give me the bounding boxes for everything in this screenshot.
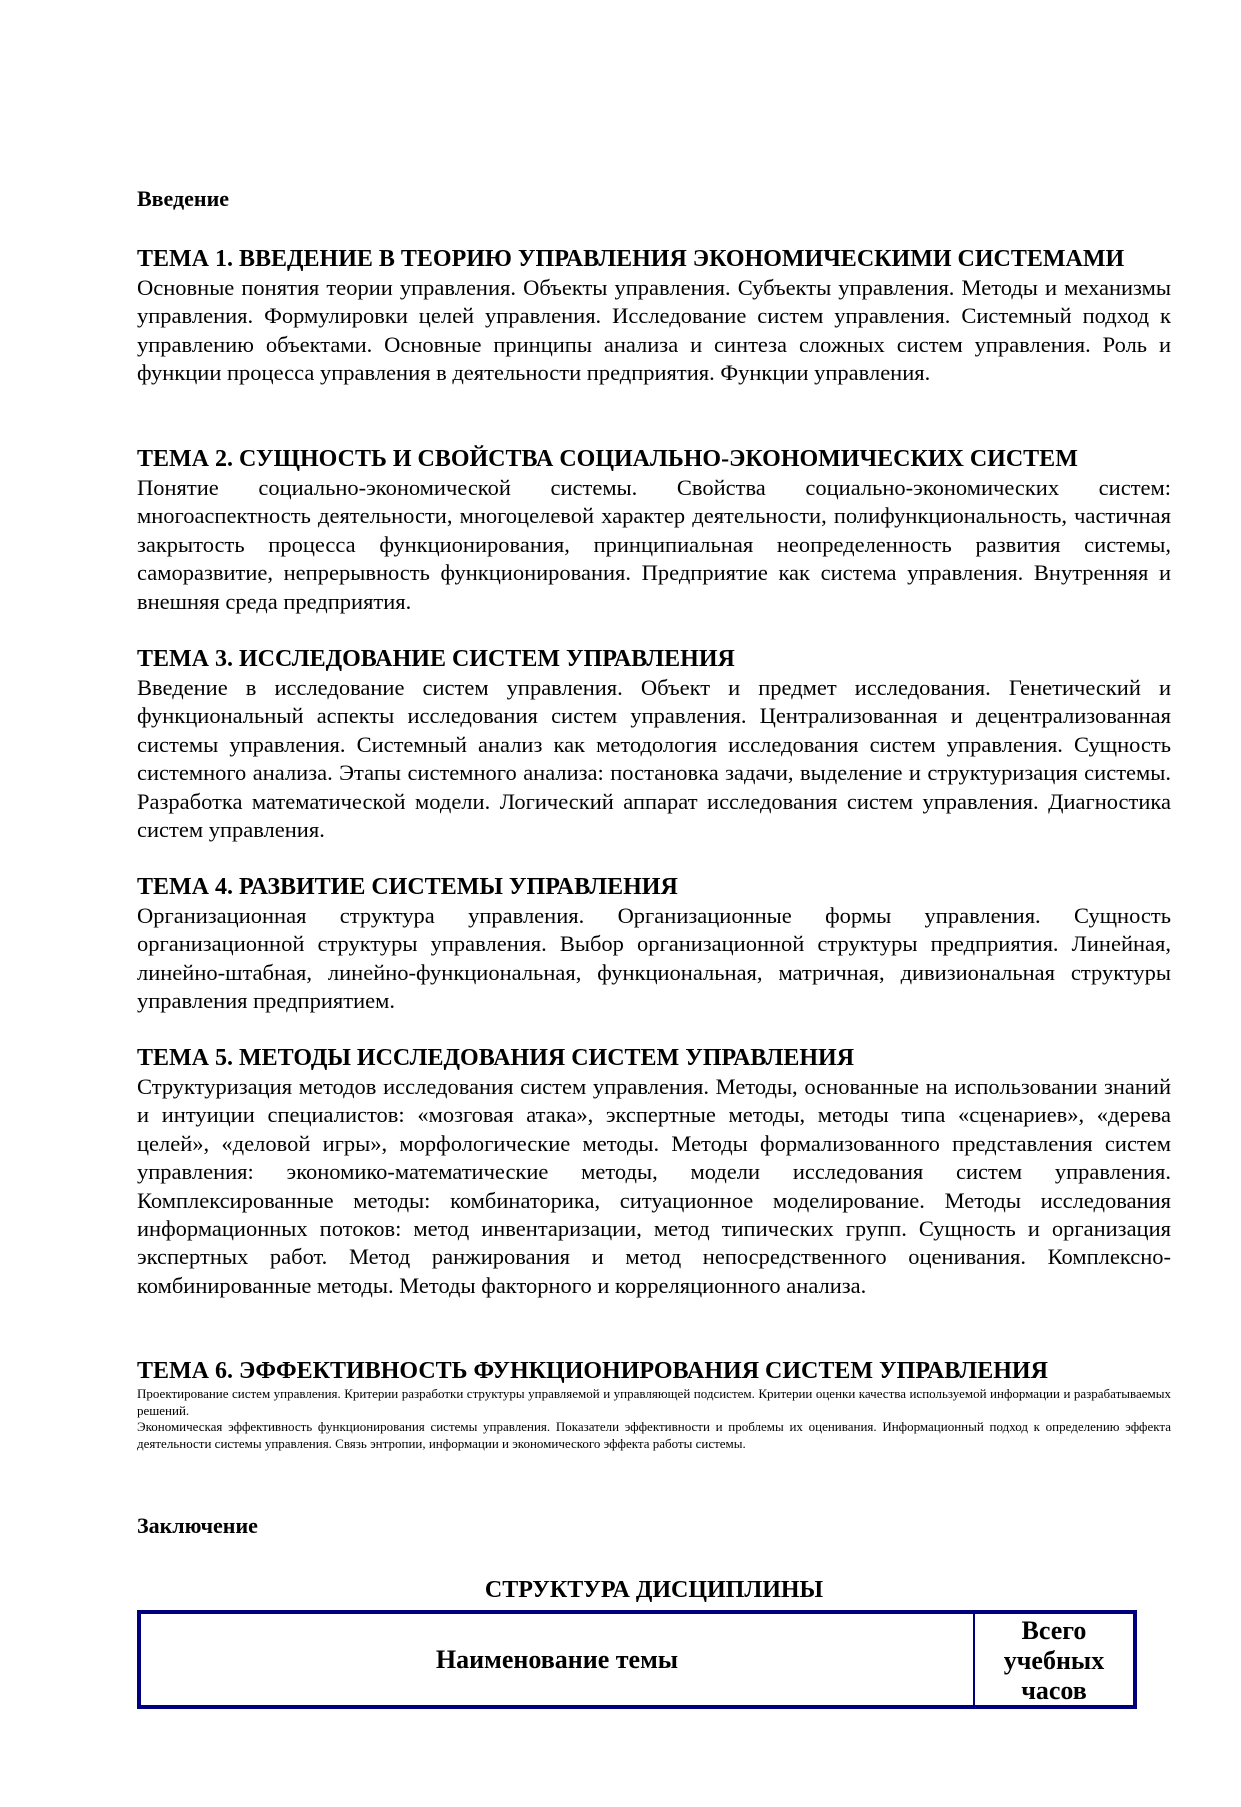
hours-line-1: Всего	[1021, 1615, 1087, 1645]
section-title: ТЕМА 6. ЭФФЕКТИВНОСТЬ ФУНКЦИОНИРОВАНИЯ СИСТЕМ УПРАВЛЕНИЯ	[137, 1358, 1048, 1384]
section-title: ТЕМА 2. СУЩНОСТЬ И СВОЙСТВА СОЦИАЛЬНО-ЭКОНОМИЧЕСКИХ СИСТЕМ	[137, 446, 1078, 472]
section-2	[137, 444, 1171, 616]
conclusion-heading: Заключение	[137, 1513, 258, 1538]
hours-line-2: учебных	[1003, 1645, 1105, 1675]
intro-heading: Введение	[137, 186, 230, 211]
section-body: Основные понятия теории управления. Объекты управления. Субъекты управления. Методы и механизмы управления. Формулировки целей управления. Исследование систем управления. Системный подход к управлению объектами. Основные принципы анализа и синтеза сложных систем управления. Роль и функции процесса управления в деятельности предприятия. Функции управления.	[137, 275, 1171, 386]
section-body: Структуризация методов исследования систем управления. Методы, основанные на использовании знаний и интуиции специалистов: «мозговая атака», экспертные методы, методы типа «сценариев», «дерева целей», «деловой игры», морфологические методы. Методы формализованного представления систем управления: экономико-математические методы, модели исследования систем управления. Комплексированные методы: комбинаторика, ситуационное моделирование. Методы исследования информационных потоков: метод инвентаризации, метод типических групп. Сущность и организация экспертных работ. Метод ранжирования и метод непосредственного оценивания. Комплексно-комбинированные методы. Методы факторного и корреляционного анализа.	[137, 1074, 1171, 1298]
section-body-1: Проектирование систем управления. Критерии разработки структуры управляемой и управляющей подсистем. Критерии оценки качества используемой информации и разрабатываемых решений.	[137, 1386, 1171, 1418]
section-body: Организационная структура управления. Организационные формы управления. Сущность организационной структуры управления. Выбор организационной структуры предприятия. Линейная, линейно-штабная, линейно-функциональная, функциональная, матричная, дивизиональная структуры управления предприятием.	[137, 903, 1171, 1014]
hours-line-3: часов	[1021, 1675, 1087, 1705]
table-header-name: Наименование темы	[141, 1614, 975, 1705]
section-body-2: Экономическая эффективность функционирования системы управления. Показатели эффективности и проблемы их оценивания. Информационный подход к определению эффекта деятельности системы управления. Связь энтропии, информации и экономического эффекта работы системы.	[137, 1419, 1171, 1451]
section-title: ТЕМА 4. РАЗВИТИЕ СИСТЕМЫ УПРАВЛЕНИЯ	[137, 874, 678, 900]
section-body: Понятие социально-экономической системы. Свойства социально-экономических систем: многоаспектность деятельности, многоцелевой характер деятельности, полифункциональность, частичная закрытость процесса функционирования, принципиальная неопределенность развития системы, саморазвитие, непрерывность функционирования. Предприятие как система управления. Внутренняя и внешняя среда предприятия.	[137, 475, 1171, 614]
section-6	[137, 1356, 1171, 1452]
section-title: ТЕМА 3. ИССЛЕДОВАНИЕ СИСТЕМ УПРАВЛЕНИЯ	[137, 646, 735, 672]
section-title: ТЕМА 1. ВВЕДЕНИЕ В ТЕОРИЮ УПРАВЛЕНИЯ ЭКОНОМИЧЕСКИМИ СИСТЕМАМИ	[137, 246, 1125, 272]
section-title: ТЕМА 5. МЕТОДЫ ИССЛЕДОВАНИЯ СИСТЕМ УПРАВЛЕНИЯ	[137, 1045, 855, 1071]
structure-title: СТРУКТУРА ДИСЦИПЛИНЫ	[484, 1577, 824, 1603]
section-body: Введение в исследование систем управления. Объект и предмет исследования. Генетический и функциональный аспекты исследования систем управления. Централизованная и децентрализованная системы управления. Системный анализ как методология исследования систем управления. Сущность системного анализа. Этапы системного анализа: постановка задачи, выделение и структуризация системы. Разработка математической модели. Логический аппарат исследования систем управления. Диагностика систем управления.	[137, 675, 1171, 843]
section-3	[137, 644, 1171, 844]
structure-table	[137, 1610, 1137, 1709]
section-1	[137, 244, 1171, 388]
section-4	[137, 872, 1171, 1016]
table-header-hours	[975, 1614, 1133, 1705]
section-5	[137, 1043, 1171, 1300]
